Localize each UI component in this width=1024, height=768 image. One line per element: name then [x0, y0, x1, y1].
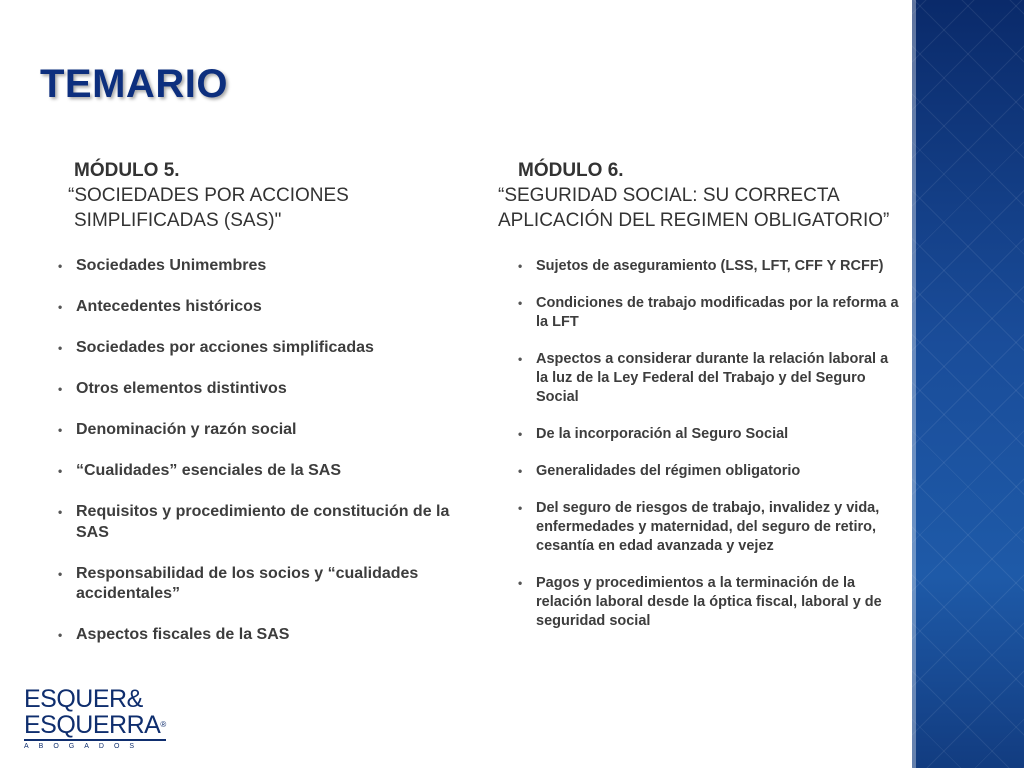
logo-tagline: ABOGADOS	[24, 743, 145, 750]
topic-item: • Denominación y razón social	[58, 420, 458, 441]
module-5-subtitle-line1: “SOCIEDADES POR ACCIONES	[68, 185, 349, 206]
topic-item: • Sociedades por acciones simplificadas	[58, 338, 458, 359]
decorative-side-panel	[912, 0, 1024, 768]
topic-item: • Sujetos de aseguramiento (LSS, LFT, CFF Y RCFF)	[518, 257, 903, 276]
topic-item: • Requisitos y procedimiento de constitución de la SAS	[58, 502, 458, 543]
topic-item: • Aspectos a considerar durante la relación laboral a la luz de la Ley Federal del Trabajo y del Seguro Social	[518, 350, 903, 407]
topic-item: • Otros elementos distintivos	[58, 379, 458, 400]
company-logo	[24, 686, 174, 752]
topic-item: • Pagos y procedimientos a la terminación de la relación laboral desde la óptica fiscal, laboral y de seguridad social	[518, 574, 903, 631]
logo-line1: ESQUER&	[24, 685, 143, 713]
topic-item: • Generalidades del régimen obligatorio	[518, 462, 903, 481]
module-5-name: MÓDULO 5.	[74, 160, 180, 181]
module-6-topic-list	[518, 257, 903, 649]
module-6-subtitle-line1: “SEGURIDAD SOCIAL: SU CORRECTA	[498, 185, 840, 206]
logo-line2-text: ESQUERRA	[24, 711, 161, 739]
logo-line2	[24, 712, 166, 741]
module-5-subtitle-line2: SIMPLIFICADAS (SAS)"	[74, 210, 282, 231]
module-6-name: MÓDULO 6.	[518, 160, 624, 181]
module-5-topic-list	[58, 256, 458, 666]
registered-mark: ®	[160, 720, 166, 729]
topic-item: • Del seguro de riesgos de trabajo, invalidez y vida, enfermedades y maternidad, del seguro de retiro, cesantía en edad avanzada y vejez	[518, 499, 903, 556]
page-title: TEMARIO	[40, 62, 228, 106]
topic-item: • De la incorporación al Seguro Social	[518, 425, 903, 444]
module-5-heading	[68, 158, 349, 233]
module-6-heading	[498, 158, 889, 233]
topic-item: • Responsabilidad de los socios y “cualidades accidentales”	[58, 564, 458, 605]
topic-item: • Sociedades Unimembres	[58, 256, 458, 277]
topic-item: • Antecedentes históricos	[58, 297, 458, 318]
topic-item: • “Cualidades” esenciales de la SAS	[58, 461, 458, 482]
topic-item: • Condiciones de trabajo modificadas por la reforma a la LFT	[518, 294, 903, 332]
topic-item: • Aspectos fiscales de la SAS	[58, 625, 458, 646]
module-6-subtitle-line2: APLICACIÓN DEL REGIMEN OBLIGATORIO”	[498, 210, 890, 231]
